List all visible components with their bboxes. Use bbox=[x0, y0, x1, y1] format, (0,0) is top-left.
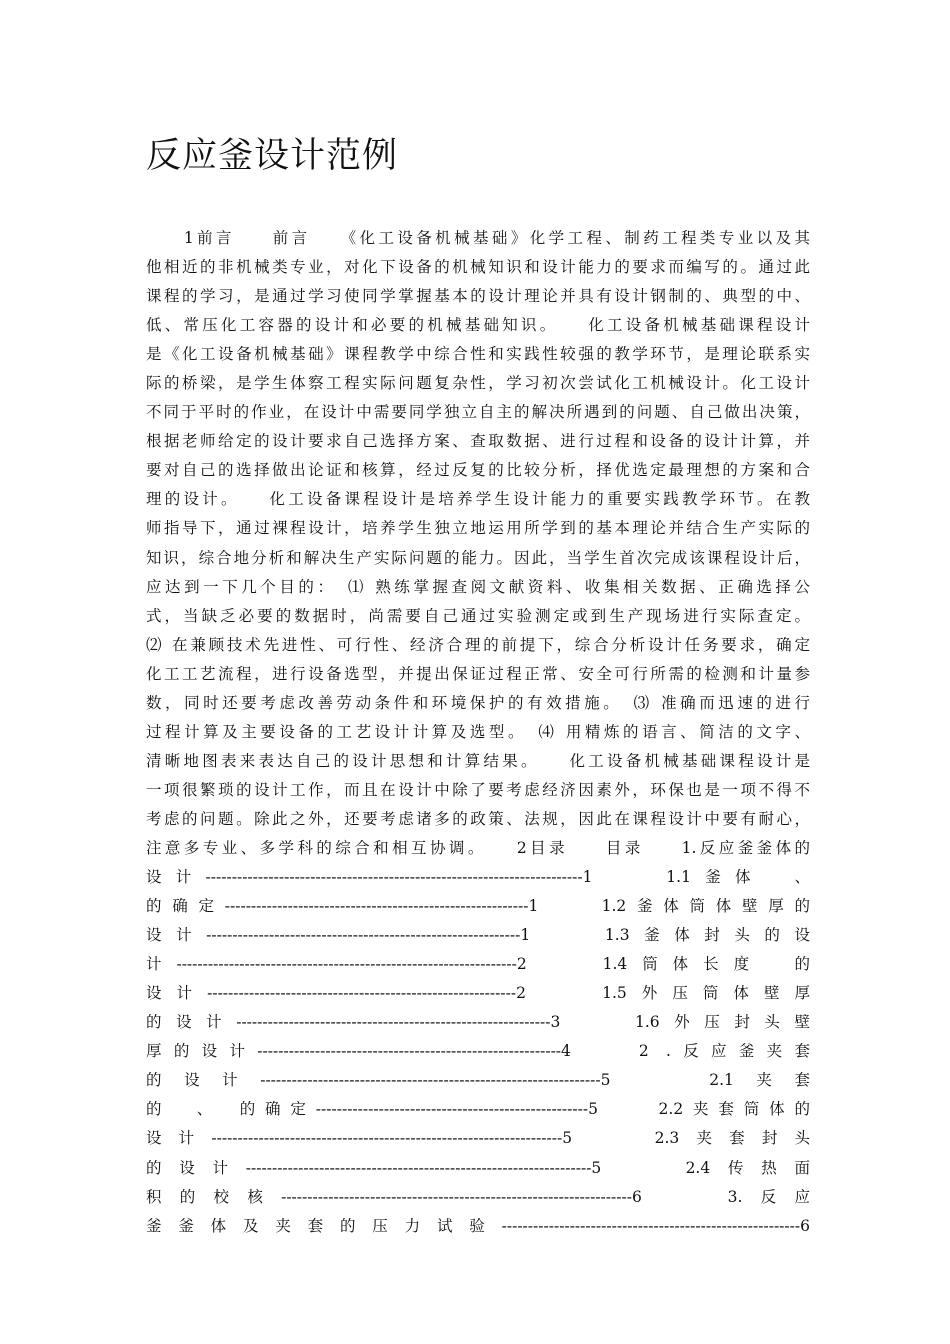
text-line: 一项很繁琐的设计工作，而且在设计中除了要考虑经济因素外，环保也是一项不得不 bbox=[146, 780, 810, 799]
text-line: 应达到一下几个目的： ⑴ 熟练掌握查阅文献资料、收集相关数据、正确选择公 bbox=[146, 577, 810, 596]
text-line: ⑵ 在兼顾技术先进性、可行性、经济合理的前提下，综合分析设计任务要求，确定 bbox=[146, 635, 810, 654]
text-line: 课程的学习，是通过学习使同学掌握基本的设计理论并具有设计钢制的、典型的中、 bbox=[146, 287, 810, 306]
text-line: 低、常压化工容器的设计和必要的机械基础知识。 化工设备机械基础课程设计 bbox=[146, 316, 810, 335]
text-line: 清晰地图表来表达自己的设计思想和计算结果。 化工设备机械基础课程设计是 bbox=[146, 751, 810, 770]
text-line: 的 、 的确定----------------------------------------------------5 2.2夹套筒体的 bbox=[146, 1100, 810, 1119]
text-line: 的设计-----------------------------------------------------------------5 2.1夹套 bbox=[146, 1071, 810, 1090]
text-line: 考虑的问题。除此之外，还要考虑诸多的政策、法规，因此在课程设计中要有耐心， bbox=[146, 809, 810, 828]
text-line: 过程计算及主要设备的工艺设计计算及选型。 ⑷ 用精炼的语言、简洁的文字、 bbox=[146, 722, 810, 741]
text-line: 师指导下，通过裸程设计，培养学生独立地运用所学到的基本理论并结合生产实际的 bbox=[146, 519, 810, 538]
text-line: 要对自己的选择做出论证和核算，经过反复的比较分析，择优选定最理想的方案和合 bbox=[146, 461, 810, 480]
text-line: 不同于平时的作业，在设计中需要同学独立自主的解决所遇到的问题、自己做出决策， bbox=[146, 403, 810, 422]
text-line: 厚的设计----------------------------------------------------------4 2 .反应釜夹套 bbox=[146, 1042, 810, 1061]
text-line: 注意多专业、多学科的综合和相互协调。 2目录 目录 1.反应釜釜体的 bbox=[146, 838, 810, 857]
text-line: 知识，综合地分析和解决生产实际问题的能力。因此，当学生首次完成该课程设计后， bbox=[146, 548, 810, 567]
text-line: 设计------------------------------------------------------------------------1 1.1釜体 、 bbox=[146, 868, 810, 887]
text-line: 是《化工设备机械基础》课程教学中综合性和实践性较强的教学环节，是理论联系实 bbox=[146, 345, 810, 364]
text-line: 釜釜体及夹套的压力试验---------------------------------------------------------6 bbox=[146, 1216, 810, 1235]
text-line: 根据老师给定的设计要求自己选择方案、查取数据、进行过程和设备的设计计算，并 bbox=[146, 432, 810, 451]
text-line: 数，同时还要考虑改善劳动条件和环境保护的有效措施。 ⑶ 准确而迅速的进行 bbox=[146, 693, 810, 712]
text-line: 的确定----------------------------------------------------------1 1.2釜体筒体壁厚的 bbox=[146, 897, 810, 916]
text-line: 式，当缺乏必要的数据时，尚需要自己通过实验测定或到生产现场进行实际查定。 bbox=[146, 606, 810, 625]
text-line: 设计------------------------------------------------------------1 1.3釜体封头的设 bbox=[146, 926, 810, 945]
text-line: 设计-------------------------------------------------------------------5 2.3夹套封头 bbox=[146, 1129, 810, 1148]
text-line: 积的校核-------------------------------------------------------------------6 3.反应 bbox=[146, 1187, 810, 1206]
text-line: 理的设计。 化工设备课程设计是培养学生设计能力的重要实践教学环节。在教 bbox=[146, 490, 810, 509]
text-line: 1前言 前言 《化工设备机械基础》化学工程、制药工程类专业以及其 bbox=[146, 229, 810, 247]
text-line: 化工工艺流程，进行设备选型，并提出保证过程正常、安全可行所需的检测和计量参 bbox=[146, 664, 810, 683]
document-body bbox=[146, 224, 810, 1241]
text-line: 他相近的非机械类专业，对化下设备的机械知识和设计能力的要求而编写的。通过此 bbox=[146, 258, 810, 277]
text-line: 计-----------------------------------------------------------------2 1.4筒体长度 的 bbox=[146, 955, 810, 974]
text-line: 的设计------------------------------------------------------------------5 2.4传热面 bbox=[146, 1158, 810, 1177]
text-line: 际的桥梁，是学生体察工程实际问题复杂性，学习初次尝试化工机械设计。化工设计 bbox=[146, 374, 810, 393]
text-line: 的设计------------------------------------------------------------3 1.6外压封头壁 bbox=[146, 1013, 810, 1032]
document-title: 反应釜设计范例 bbox=[146, 136, 399, 176]
text-line: 设计-----------------------------------------------------------2 1.5外压筒体壁厚 bbox=[146, 984, 810, 1003]
